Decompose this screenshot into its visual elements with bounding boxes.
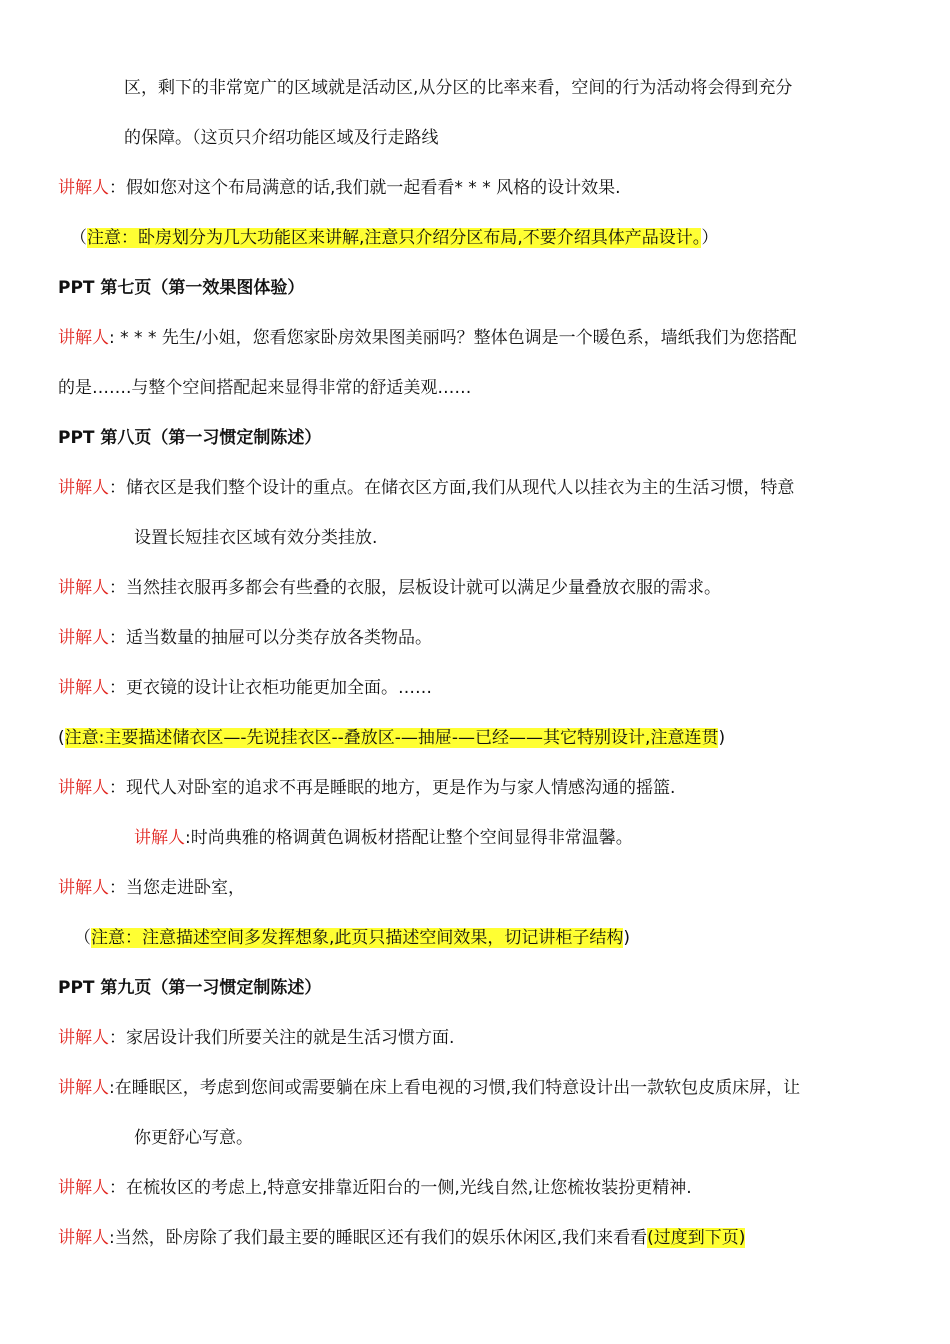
note-highlight: 注意:主要描述储衣区—-先说挂衣区--叠放区-—抽屉-—已经——其它特别设计,注意连贯 <box>64 728 719 748</box>
note-open: （ <box>70 228 87 248</box>
speaker-label: 讲解人 <box>58 628 109 648</box>
speech-text: : * * * 先生/小姐，您看您家卧房效果图美丽吗？整体色调是一个暖色系，墙纸我们为您搭配 <box>109 328 797 348</box>
speaker-line <box>58 1224 910 1252</box>
speech-text: ：在梳妆区的考虑上,特意安排靠近阳台的一侧,光线自然,让您梳妆装扮更精神. <box>109 1178 692 1198</box>
speech-text: :在睡眠区，考虑到您间或需要躺在床上看电视的习惯,我们特意设计出一款软包皮质床屏，让 <box>109 1078 801 1098</box>
note-highlight: 注意：卧房划分为几大功能区来讲解,注意只介绍分区布局,不要介绍具体产品设计。 <box>87 228 702 248</box>
speaker-label: 讲解人 <box>58 328 109 348</box>
note-line <box>70 224 910 252</box>
speech-text: :时尚典雅的格调黄色调板材搭配让整个空间显得非常温馨。 <box>185 828 633 848</box>
speech-text: :当然，卧房除了我们最主要的睡眠区还有我们的娱乐休闲区,我们来看看 <box>109 1228 648 1248</box>
note-close: ） <box>701 228 719 248</box>
speaker-label: 讲解人 <box>134 828 185 848</box>
speaker-label: 讲解人 <box>58 578 109 598</box>
note-close: ) <box>623 928 631 948</box>
transition-note: (过度到下页) <box>647 1228 746 1248</box>
speaker-label: 讲解人 <box>58 178 109 198</box>
speaker-label: 讲解人 <box>58 478 109 498</box>
speaker-line <box>134 824 910 852</box>
note-line <box>58 724 910 752</box>
speaker-label: 讲解人 <box>58 1178 109 1198</box>
speaker-line <box>58 474 910 502</box>
speaker-line <box>58 1074 910 1102</box>
speaker-label: 讲解人 <box>58 1028 109 1048</box>
speech-text: ：储衣区是我们整个设计的重点。在储衣区方面,我们从现代人以挂衣为主的生活习惯，特意 <box>109 478 795 498</box>
section-heading-ppt9: PPT 第九页（第一习惯定制陈述） <box>58 978 322 998</box>
speaker-line <box>58 774 910 802</box>
speaker-line <box>58 1024 910 1052</box>
paragraph-line: 设置长短挂衣区域有效分类挂放. <box>134 528 378 548</box>
paragraph-line: 的是…….与整个空间搭配起来显得非常的舒适美观…… <box>58 378 472 398</box>
speaker-line <box>58 874 910 902</box>
speech-text: ：家居设计我们所要关注的就是生活习惯方面. <box>109 1028 455 1048</box>
paragraph-line: 区，剩下的非常宽广的区域就是活动区,从分区的比率来看，空间的行为活动将会得到充分 <box>124 78 793 98</box>
speaker-label: 讲解人 <box>58 1078 109 1098</box>
speaker-line <box>58 324 910 352</box>
speaker-label: 讲解人 <box>58 678 109 698</box>
section-heading-ppt8: PPT 第八页（第一习惯定制陈述） <box>58 428 322 448</box>
note-open: ( <box>58 728 65 748</box>
speaker-line <box>58 1174 910 1202</box>
speaker-label: 讲解人 <box>58 1228 109 1248</box>
speaker-label: 讲解人 <box>58 878 109 898</box>
speech-text: ：当然挂衣服再多都会有些叠的衣服，层板设计就可以满足少量叠放衣服的需求。 <box>109 578 721 598</box>
speaker-line <box>58 674 910 702</box>
speech-text: ：现代人对卧室的追求不再是睡眠的地方，更是作为与家人情感沟通的摇篮. <box>109 778 676 798</box>
speech-text: ：当您走进卧室， <box>109 878 245 898</box>
speech-text: ：适当数量的抽屉可以分类存放各类物品。 <box>109 628 432 648</box>
note-open: （ <box>74 928 91 948</box>
note-close: ) <box>718 728 726 748</box>
speaker-line <box>58 574 910 602</box>
note-highlight: 注意：注意描述空间多发挥想象,此页只描述空间效果，切记讲柜子结构 <box>91 928 624 948</box>
paragraph-line: 你更舒心写意。 <box>134 1128 253 1148</box>
speech-text: ：假如您对这个布局满意的话,我们就一起看看* * * 风格的设计效果. <box>109 178 621 198</box>
speaker-label: 讲解人 <box>58 778 109 798</box>
speech-text: ：更衣镜的设计让衣柜功能更加全面。…… <box>109 678 432 698</box>
speaker-line <box>58 174 910 202</box>
paragraph-line: 的保障。（这页只介绍功能区域及行走路线 <box>124 128 439 148</box>
speaker-line <box>58 624 910 652</box>
section-heading-ppt7: PPT 第七页（第一效果图体验） <box>58 278 305 298</box>
note-line <box>74 924 910 952</box>
